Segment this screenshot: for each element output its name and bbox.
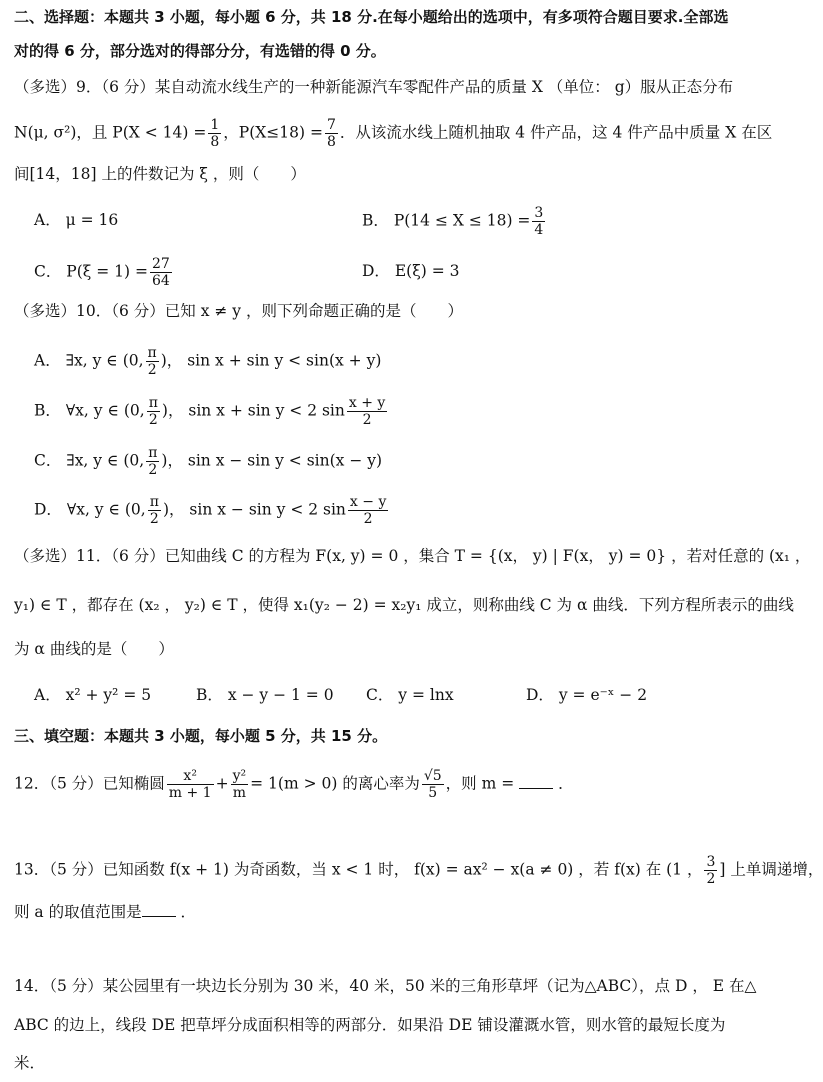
- q10-stem: （多选）10．（6 分）已知 x ≠ y ，则下列命题正确的是（ ）: [14, 302, 463, 320]
- q10-option-c: C． ∃x, y ∈ (0, $\frac{\pi}{2}$ )， sin x − sin y < sin(x − y): [34, 445, 383, 478]
- fraction: $\frac{1}{8}$: [210, 117, 220, 150]
- fraction: $\frac{\text{y²}}{m}$: [232, 768, 247, 801]
- q13-stem-line1: 13．（5 分）已知函数 f(x + 1) 为奇函数，当 x < 1 时， f(x) = ax² − x(a ≠ 0) ，若 f(x) 在 (1 ， $\frac{3}{2}$ ] 上单调递增，: [14, 854, 823, 887]
- answer-blank[interactable]: [142, 902, 176, 917]
- fraction: $\frac{\text{x²}}{m + 1}$: [168, 768, 212, 801]
- q14-stem-line1: 14．（5 分）某公园里有一块边长分别为 30 米，40 米，50 米的三角形草坪（记为△ABC），点 D ， E 在△: [14, 977, 757, 995]
- q10-option-a: A． ∃x, y ∈ (0, $\frac{\pi}{2}$ )， sin x + sin y < sin(x + y): [34, 345, 382, 378]
- fraction: $\frac{27}{64}$: [151, 256, 170, 289]
- q10-option-d: D． ∀x, y ∈ (0, $\frac{\pi}{2}$ )， sin x − sin y < 2 sin $\frac{x - y}{2}$: [34, 494, 387, 527]
- fraction: $\frac{x + y}{2}$: [348, 395, 386, 428]
- q14-stem-line3: 米．: [14, 1054, 46, 1072]
- q9-option-b: B． P(14 ≤ X ≤ 18) = $\frac{3}{4}$: [362, 205, 544, 238]
- q9-stem-line3: 间[14，18] 上的件数记为 ξ ，则（ ）: [14, 165, 306, 183]
- fraction: $\frac{\pi}{2}$: [148, 445, 158, 478]
- q9-option-c: C． P(ξ = 1) = $\frac{27}{64}$: [34, 256, 170, 289]
- q12-stem: 12．（5 分）已知椭圆 $\frac{\text{x²}}{m + 1}$ + $\frac{\text{y²}}{m}$ = 1(m > 0) 的离心率为 $\frac{√5}{5}$ ，则 m = ．: [14, 768, 574, 801]
- fraction: $\frac{√5}{5}$: [423, 768, 442, 801]
- section3-heading: 三、填空题：本题共 3 小题，每小题 5 分，共 15 分。: [14, 727, 388, 745]
- section2-heading-line1: 二、选择题：本题共 3 小题，每小题 6 分，共 18 分.在每小题给出的选项中，有多项符合题目要求.全部选: [14, 8, 729, 26]
- q11-option-d: D． y = e⁻ˣ − 2: [526, 686, 648, 704]
- q14-stem-line2: ABC 的边上，线段 DE 把草坪分成面积相等的两部分．如果沿 DE 铺设灌溉水管，则水管的最短长度为: [14, 1016, 726, 1034]
- q13-stem-line2: 则 a 的取值范围是 ．: [14, 903, 197, 921]
- q11-option-a: A． x² + y² = 5: [34, 686, 152, 704]
- fraction: $\frac{3}{2}$: [706, 854, 716, 887]
- fraction: $\frac{\pi}{2}$: [148, 395, 158, 428]
- fraction: $\frac{3}{4}$: [534, 205, 544, 238]
- q10-option-b: B． ∀x, y ∈ (0, $\frac{\pi}{2}$ )， sin x + sin y < 2 sin $\frac{x + y}{2}$: [34, 395, 386, 428]
- fraction: $\frac{\pi}{2}$: [149, 494, 159, 527]
- q11-option-b: B． x − y − 1 = 0: [196, 686, 334, 704]
- q11-option-c: C． y = lnx: [366, 686, 454, 704]
- section2-heading-line2: 对的得 6 分，部分选对的得部分分，有选错的得 0 分。: [14, 42, 386, 60]
- answer-blank[interactable]: [519, 774, 553, 789]
- q9-stem-line1: （多选）9．（6 分）某自动流水线生产的一种新能源汽车零配件产品的质量 X （单位： g）服从正态分布: [14, 78, 734, 96]
- fraction: $\frac{x - y}{2}$: [349, 494, 387, 527]
- q11-stem-line3: 为 α 曲线的是（ ）: [14, 640, 174, 658]
- q9-option-a: A． μ = 16: [34, 211, 119, 229]
- q11-stem-line2: y₁) ∈ T ，都存在 (x₂ ， y₂) ∈ T ，使得 x₁(y₂ − 2) = x₂y₁ 成立，则称曲线 C 为 α 曲线．下列方程所表示的曲线: [14, 596, 794, 614]
- q11-stem-line1: （多选）11．（6 分）已知曲线 C 的方程为 F(x, y) = 0 ，集合 T = {(x， y) | F(x， y) = 0} ，若对任意的 (x₁ ，: [14, 547, 811, 565]
- fraction: $\frac{7}{8}$: [326, 117, 336, 150]
- fraction: $\frac{\pi}{2}$: [147, 345, 157, 378]
- q9-stem-line2: N(μ, σ²)，且 P(X < 14) = $\frac{1}{8}$ ，P(X≤18) = $\frac{7}{8}$ ．从该流水线上随机抽取 4 件产品，这 4 件产品中质量 X 在区: [14, 117, 773, 150]
- q9-option-d: D． E(ξ) = 3: [362, 262, 460, 280]
